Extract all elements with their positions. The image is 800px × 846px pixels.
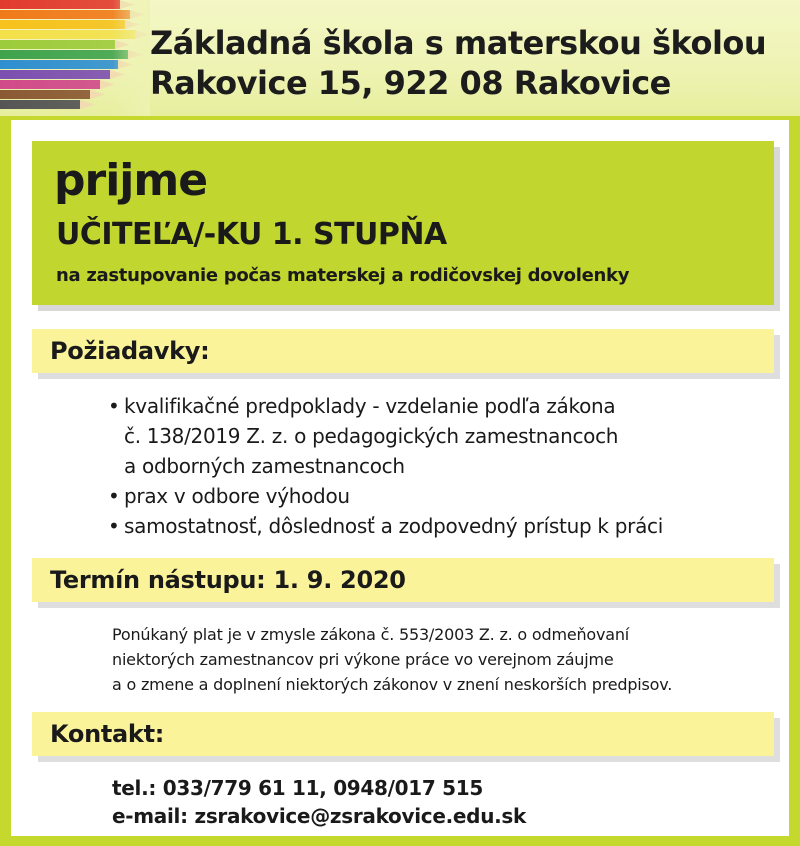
requirements-list bbox=[108, 391, 663, 541]
header-band bbox=[0, 0, 800, 118]
header-divider bbox=[0, 116, 800, 120]
requirement-line: kvalifikačné predpoklady - vzdelanie podľa zákona bbox=[124, 394, 616, 418]
bullet-icon: • bbox=[108, 484, 120, 508]
bullet-icon: • bbox=[108, 514, 120, 538]
contact-heading: Kontakt: bbox=[32, 712, 774, 756]
frame-right bbox=[789, 118, 800, 846]
requirement-line: č. 138/2019 Z. z. o pedagogických zamestnancoch bbox=[124, 424, 619, 448]
salary-line: niektorých zamestnancov pri výkone práce vo verejnom záujme bbox=[112, 650, 614, 669]
requirements-heading: Požiadavky: bbox=[32, 329, 774, 373]
school-name: Základná škola s materskou školou bbox=[150, 24, 767, 62]
salary-line: Ponúkaný plat je v zmysle zákona č. 553/2003 Z. z. o odmeňovaní bbox=[112, 625, 630, 644]
contact-info bbox=[112, 774, 526, 830]
requirement-line: a odborných zamestnancoch bbox=[124, 454, 405, 478]
job-position-title: UČITEĽA/-KU 1. STUPŇA bbox=[56, 217, 447, 252]
requirement-line: prax v odbore výhodou bbox=[124, 484, 350, 508]
hero-verb: prijme bbox=[54, 155, 208, 206]
frame-bottom bbox=[0, 836, 800, 846]
frame-left bbox=[0, 118, 11, 846]
job-offer-box bbox=[32, 141, 774, 305]
school-address: Rakovice 15, 922 08 Rakovice bbox=[150, 64, 671, 102]
contact-email: e-mail: zsrakovice@zsrakovice.edu.sk bbox=[112, 804, 527, 828]
list-item bbox=[108, 481, 663, 511]
salary-line: a o zmene a doplnení niektorých zákonov v znení neskorších predpisov. bbox=[112, 675, 673, 694]
bullet-icon: • bbox=[108, 394, 120, 418]
requirement-line: samostatnosť, dôslednosť a zodpovedný prístup k práci bbox=[124, 514, 663, 538]
contact-phone: tel.: 033/779 61 11, 0948/017 515 bbox=[112, 776, 484, 800]
list-item bbox=[108, 511, 663, 541]
list-item bbox=[108, 391, 663, 481]
colored-pencils-icon bbox=[0, 0, 150, 118]
job-position-detail: na zastupovanie počas materskej a rodičovskej dovolenky bbox=[56, 265, 630, 286]
salary-note bbox=[112, 622, 672, 697]
start-date-heading: Termín nástupu: 1. 9. 2020 bbox=[32, 558, 774, 602]
